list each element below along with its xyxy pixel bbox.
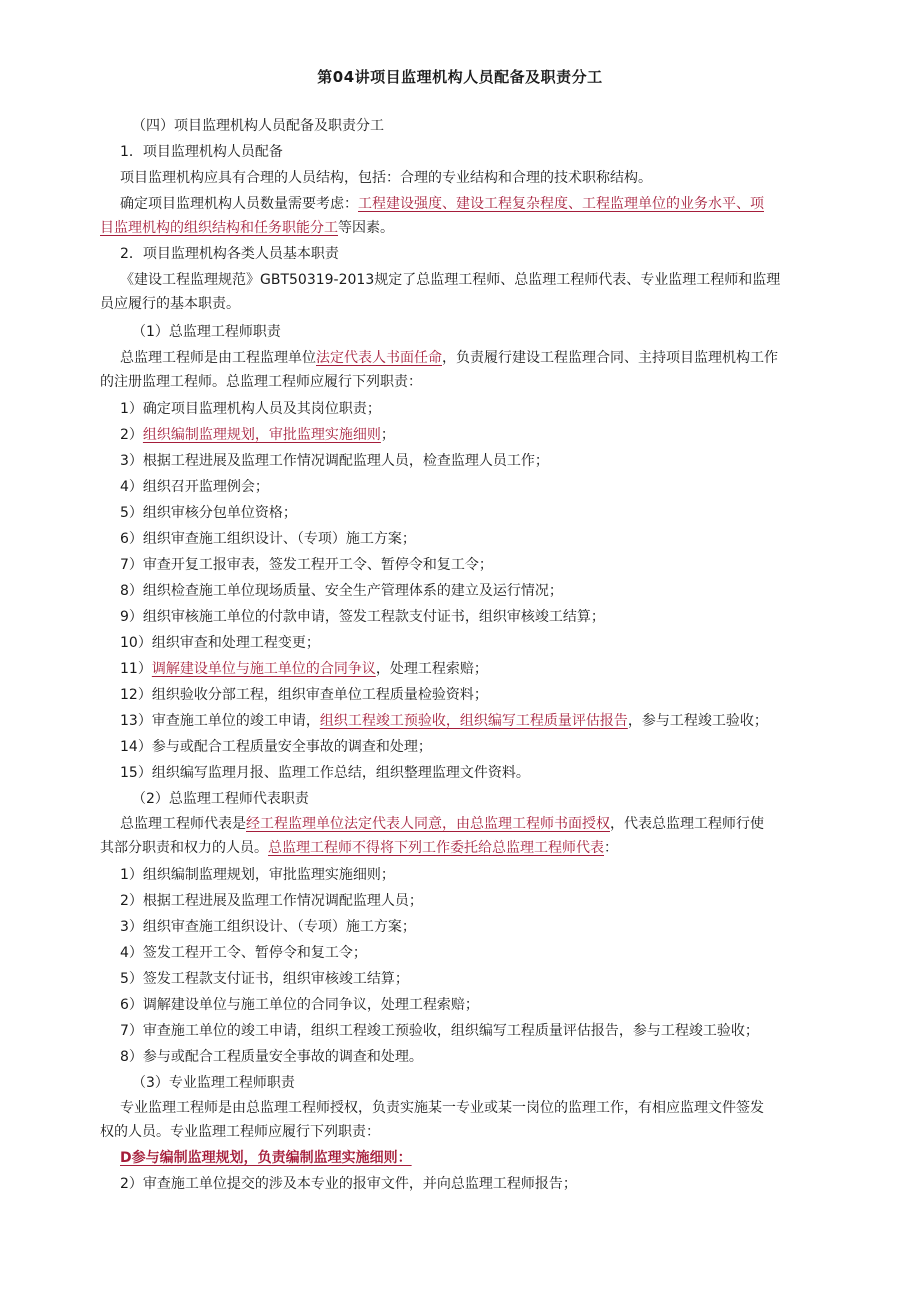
highlighted-text: 经工程监理单位法定代表人同意，由总监理工程师书面授权 xyxy=(246,816,610,832)
paragraph-specialist-cont: 权的人员。专业监理工程师应履行下列职责： xyxy=(100,1124,380,1140)
paragraph-quantity-cont xyxy=(100,218,394,238)
deputy-item: 5）签发工程款支付证书，组织审核竣工结算； xyxy=(120,971,409,987)
deputy-item: 6）调解建设单位与施工单位的合同争议，处理工程索赔； xyxy=(120,997,479,1013)
highlighted-text: 工程建设强度、建设工程复杂程度、工程监理单位的业务水平、项 xyxy=(358,196,764,212)
list-text: ，参与工程竣工验收； xyxy=(627,713,768,729)
paragraph-text: 其部分职责和权力的人员。 xyxy=(100,840,268,856)
heading-chief-engineer: （1）总监理工程师职责 xyxy=(132,324,281,340)
list-text: 13）审查施工单位的竣工申请， xyxy=(120,713,320,729)
deputy-item: 1）组织编制监理规划，审批监理实施细则； xyxy=(120,867,395,883)
heading-duties: 2．项目监理机构各类人员基本职责 xyxy=(120,246,339,262)
chief-duty-item: 10）组织审查和处理工程变更； xyxy=(120,635,320,651)
list-text: ，处理工程索赔； xyxy=(375,661,488,677)
paragraph-norm: 《建设工程监理规范》GBT50319-2013规定了总监理工程师、总监理工程师代表、专业监理工程师和监理 xyxy=(120,272,781,288)
page-title: 第04讲项目监理机构人员配备及职责分工 xyxy=(317,68,603,86)
chief-duty-item: 4）组织召开监理例会； xyxy=(120,479,269,495)
highlighted-text: 目监理机构的组织结构和任务职能分工 xyxy=(100,220,338,236)
chief-duty-item xyxy=(120,711,768,731)
paragraph-text: 等因素。 xyxy=(338,220,394,236)
highlighted-text: 调解建设单位与施工单位的合同争议 xyxy=(151,661,376,677)
paragraph-text: 总监理工程师代表是 xyxy=(120,816,246,832)
highlighted-text: 总监理工程师不得将下列工作委托给总监理工程师代表 xyxy=(268,840,604,856)
deputy-item: 4）签发工程开工令、暂停令和复工令； xyxy=(120,945,367,961)
paragraph-text: 总监理工程师是由工程监理单位 xyxy=(120,350,316,366)
paragraph-quantity xyxy=(120,194,764,214)
heading-specialist: （3）专业监理工程师职责 xyxy=(132,1075,295,1091)
chief-duty-item: 7）审查开复工报审表，签发工程开工令、暂停令和复工令； xyxy=(120,557,493,573)
chief-duty-item: 8）组织检查施工单位现场质量、安全生产管理体系的建立及运行情况； xyxy=(120,583,563,599)
heading-staffing: 1．项目监理机构人员配备 xyxy=(120,144,283,160)
chief-duty-item: 12）组织验收分部工程，组织审查单位工程质量检验资料； xyxy=(120,687,488,703)
chief-duty-item: 1）确定项目监理机构人员及其岗位职责； xyxy=(120,401,381,417)
specialist-item xyxy=(120,1148,412,1168)
highlighted-text: 组织编制监理规划，审批监理实施细则 xyxy=(142,427,381,443)
paragraph-text: ，负责履行建设工程监理合同、主持项目监理机构工作 xyxy=(442,350,778,366)
paragraph-specialist: 专业监理工程师是由总监理工程师授权，负责实施某一专业或某一岗位的监理工作，有相应监理文件签发 xyxy=(120,1100,764,1116)
deputy-item: 7）审查施工单位的竣工申请，组织工程竣工预验收，组织编写工程质量评估报告，参与工程竣工验收； xyxy=(120,1023,759,1039)
paragraph-text: ，代表总监理工程师行使 xyxy=(610,816,764,832)
chief-duty-item: 14）参与或配合工程质量安全事故的调查和处理； xyxy=(120,739,432,755)
chief-duty-item: 5）组织审核分包单位资格； xyxy=(120,505,297,521)
list-text: ； xyxy=(380,427,395,443)
paragraph-text: ： xyxy=(604,840,618,856)
deputy-item: 3）组织审查施工组织设计、（专项）施工方案； xyxy=(120,919,416,935)
deputy-item: 2）根据工程进展及监理工作情况调配监理人员； xyxy=(120,893,423,909)
paragraph-deputy xyxy=(120,814,764,834)
heading-deputy: （2）总监理工程师代表职责 xyxy=(132,791,309,807)
chief-duty-item: 6）组织审查施工组织设计、（专项）施工方案； xyxy=(120,531,416,547)
chief-duty-item: 3）根据工程进展及监理工作情况调配监理人员，检查监理人员工作； xyxy=(120,453,549,469)
chief-duty-item xyxy=(120,425,395,445)
highlighted-text: 组织工程竣工预验收，组织编写工程质量评估报告 xyxy=(319,713,628,729)
list-number: 2） xyxy=(120,427,143,443)
chief-duty-item xyxy=(120,659,488,679)
paragraph-structure: 项目监理机构应具有合理的人员结构，包括：合理的专业结构和合理的技术职称结构。 xyxy=(120,170,652,186)
paragraph-text: 确定项目监理机构人员数量需要考虑： xyxy=(120,196,358,212)
paragraph-chief xyxy=(120,348,778,368)
list-number: 11） xyxy=(120,661,152,677)
paragraph-chief-cont: 的注册监理工程师。总监理工程师应履行下列职责： xyxy=(100,374,422,390)
paragraph-norm-cont: 员应履行的基本职责。 xyxy=(100,296,240,312)
highlighted-text: D参与编制监理规划，负责编制监理实施细则： xyxy=(120,1150,412,1166)
paragraph-deputy-cont xyxy=(100,838,618,858)
specialist-item: 2）审查施工单位提交的涉及本专业的报审文件，并向总监理工程师报告； xyxy=(120,1176,577,1192)
chief-duty-item: 9）组织审核施工单位的付款申请，签发工程款支付证书，组织审核竣工结算； xyxy=(120,609,605,625)
deputy-item: 8）参与或配合工程质量安全事故的调查和处理。 xyxy=(120,1049,423,1065)
chief-duty-item: 15）组织编写监理月报、监理工作总结，组织整理监理文件资料。 xyxy=(120,765,530,781)
highlighted-text: 法定代表人书面任命 xyxy=(316,350,442,366)
section-heading-iv: （四）项目监理机构人员配备及职责分工 xyxy=(132,118,384,134)
